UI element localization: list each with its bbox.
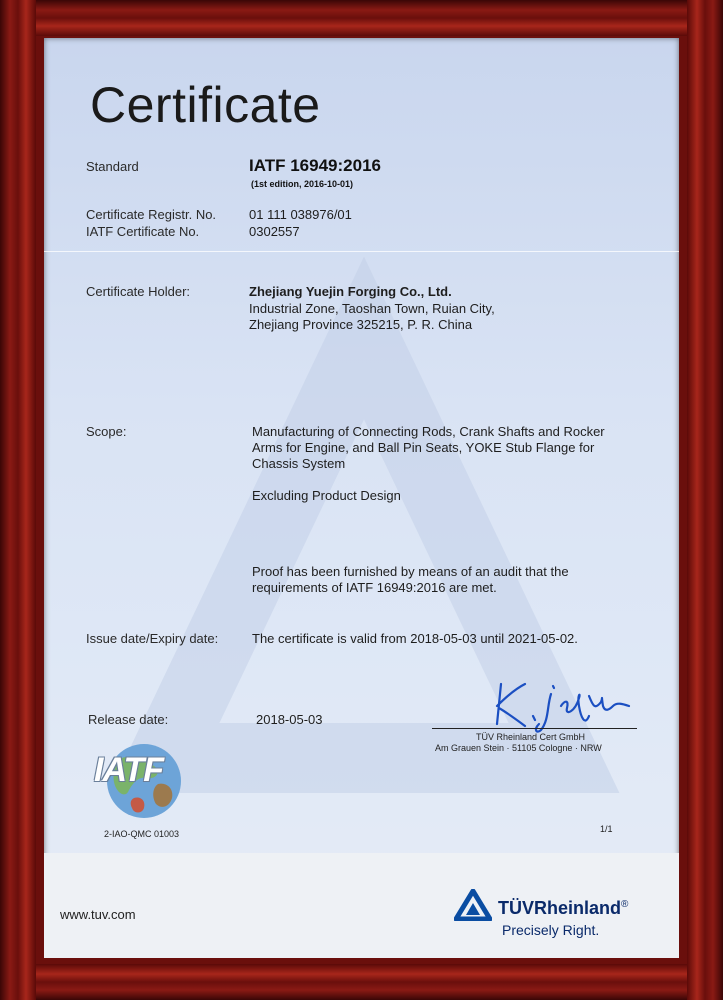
holder-address-1: Industrial Zone, Taoshan Town, Ruian City,: [249, 301, 495, 316]
proof-line-1: Proof has been furnished by means of an audit that the: [252, 564, 569, 579]
signature: [489, 676, 639, 734]
scope-line-1: Manufacturing of Connecting Rods, Crank Shafts and Rocker: [252, 424, 605, 439]
tuv-tagline: Precisely Right.: [502, 922, 600, 938]
issuer-address: Am Grauen Stein · 51105 Cologne · NRW: [435, 743, 602, 753]
tuv-triangle-icon: [454, 889, 492, 921]
release-value: 2018-05-03: [256, 712, 323, 727]
validity-text: The certificate is valid from 2018-05-03 until 2021-05-02.: [252, 631, 578, 646]
iatf-cert-label: IATF Certificate No.: [86, 224, 200, 239]
holder-label: Certificate Holder:: [86, 284, 191, 299]
scope-line-2: Arms for Engine, and Ball Pin Seats, YOKE Stub Flange for: [252, 440, 595, 455]
holder-name: Zhejiang Yuejin Forging Co., Ltd.: [249, 284, 452, 299]
iatf-logo-text: IATF: [94, 751, 164, 789]
standard-value: IATF 16949:2016: [249, 156, 381, 175]
holder-address-2: Zhejiang Province 325215, P. R. China: [249, 317, 473, 332]
iatf-code: 2-IAO-QMC 01003: [104, 829, 180, 839]
tuv-brand-text: TÜVRheinland: [498, 898, 622, 918]
tuv-brand-name: [498, 898, 628, 919]
issuer-name: TÜV Rheinland Cert GmbH: [476, 732, 586, 742]
page-title: Certificate: [90, 77, 321, 133]
registration-value: 01 111 038976/01: [249, 207, 352, 222]
certificate-paper: [44, 38, 679, 958]
registration-label: Certificate Registr. No.: [86, 207, 217, 222]
page-number: 1/1: [600, 824, 613, 834]
registered-mark: ®: [621, 899, 629, 910]
scope-line-3: Chassis System: [252, 456, 346, 471]
signature-line: [432, 728, 637, 729]
divider-top: [44, 251, 679, 252]
scope-exclusion: Excluding Product Design: [252, 488, 401, 503]
release-label: Release date:: [88, 712, 169, 727]
scope-label: Scope:: [86, 424, 127, 439]
standard-edition: (1st edition, 2016-10-01): [251, 179, 354, 189]
website-link[interactable]: www.tuv.com: [60, 907, 136, 922]
validity-label: Issue date/Expiry date:: [86, 631, 219, 646]
proof-line-2: requirements of IATF 16949:2016 are met.: [252, 580, 497, 595]
iatf-cert-value: 0302557: [249, 224, 300, 239]
standard-label: Standard: [86, 159, 139, 174]
